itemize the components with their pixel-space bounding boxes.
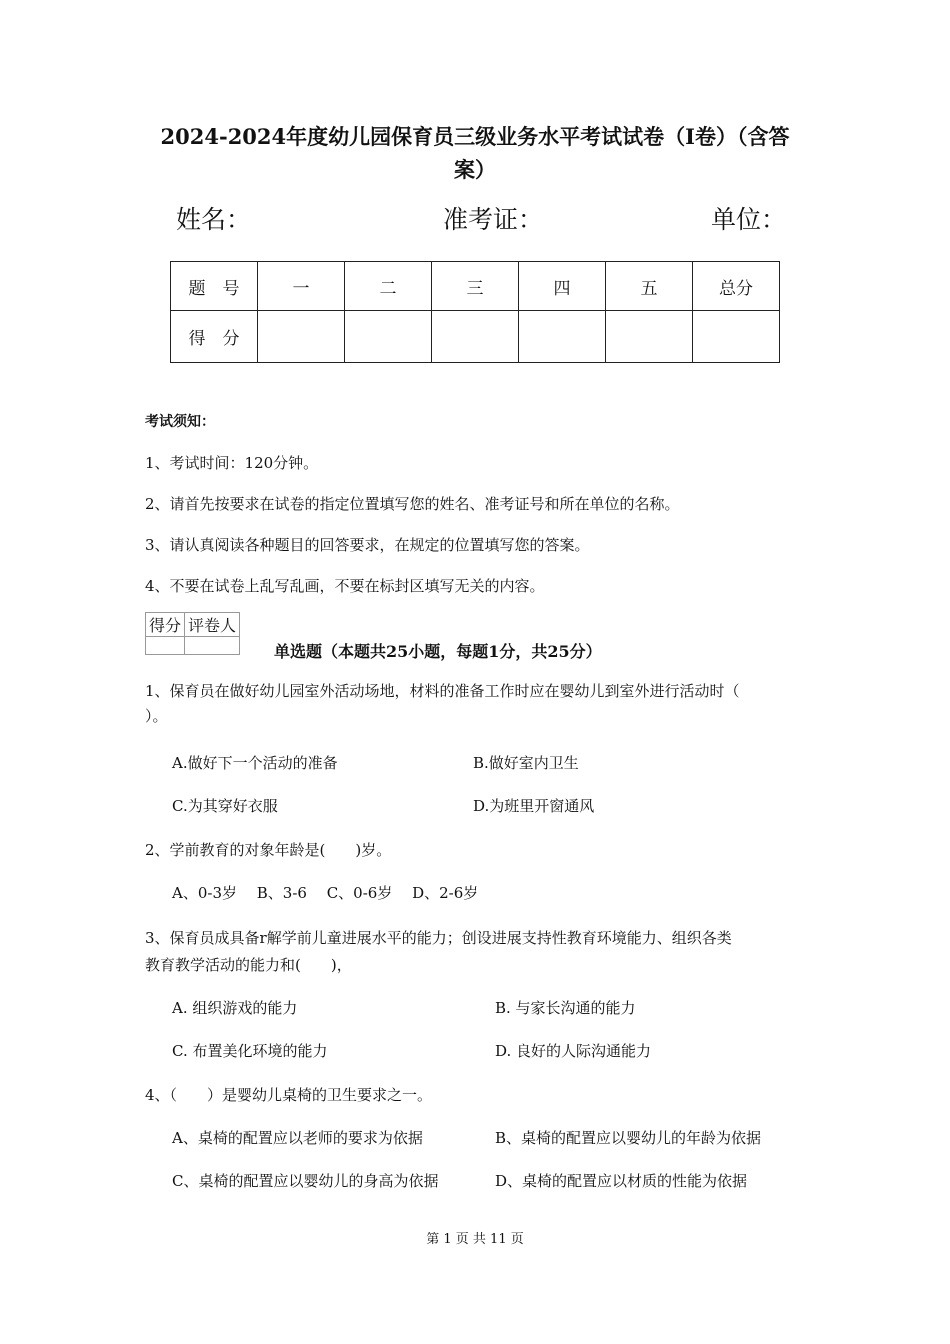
q4-option-c: C、桌椅的配置应以婴幼儿的身高为依据 (172, 1172, 439, 1190)
grader-score-cell (146, 637, 185, 655)
score-row-label: 得 分 (171, 311, 258, 363)
q1-option-b: B.做好室内卫生 (473, 754, 579, 772)
q1-option-d: D.为班里开窗通风 (473, 797, 595, 815)
grader-name-cell (185, 637, 240, 655)
score-cell (258, 311, 345, 363)
q3-option-c: C. 布置美化环境的能力 (172, 1042, 328, 1060)
exam-id-label: 准考证： (443, 205, 544, 234)
score-header-5: 五 (606, 262, 693, 311)
q4-option-d: D、桌椅的配置应以材质的性能为依据 (495, 1172, 748, 1190)
q3-option-b: B. 与家长沟通的能力 (495, 999, 636, 1017)
question-3-line-1: 3、保育员成具备r解学前儿童进展水平的能力；创设进展支持性教育环境能力、组织各类 (145, 929, 732, 947)
grader-score-label: 得分 (146, 613, 185, 637)
score-cell (432, 311, 519, 363)
q4-option-b: B、桌椅的配置应以婴幼儿的年龄为依据 (495, 1129, 762, 1147)
score-header-2: 二 (345, 262, 432, 311)
notice-item: 2、请首先按要求在试卷的指定位置填写您的姓名、准考证号和所在单位的名称。 (145, 495, 680, 513)
question-4: 4、（ ）是婴幼儿桌椅的卫生要求之一。 (145, 1086, 433, 1104)
grader-table (145, 612, 240, 655)
q3-option-a: A. 组织游戏的能力 (172, 999, 298, 1017)
score-cell (606, 311, 693, 363)
score-cell (693, 311, 780, 363)
q3-option-d: D. 良好的人际沟通能力 (495, 1042, 652, 1060)
score-header-3: 三 (432, 262, 519, 311)
score-header-total: 总分 (693, 262, 780, 311)
question-3-line-2: 教育教学活动的能力和( )， (145, 956, 352, 974)
q1-option-c: C.为其穿好衣服 (172, 797, 278, 815)
notice-item: 4、不要在试卷上乱写乱画，不要在标封区填写无关的内容。 (145, 577, 545, 595)
title-line-2: 案） (454, 157, 496, 182)
score-table-header-row (171, 262, 780, 311)
question-1-line-2: ）。 (145, 707, 168, 725)
page-title (130, 120, 820, 186)
q4-option-a: A、桌椅的配置应以老师的要求为依据 (172, 1129, 423, 1147)
grader-name-label: 评卷人 (185, 613, 240, 637)
score-table (170, 261, 780, 363)
q1-option-a: A.做好下一个活动的准备 (172, 754, 338, 772)
score-cell (345, 311, 432, 363)
score-table-score-row (171, 311, 780, 363)
notice-heading: 考试须知： (145, 414, 215, 430)
section-title: 单选题（本题共25小题，每题1分，共25分） (274, 642, 602, 661)
page-footer: 第 1 页 共 11 页 (426, 1232, 524, 1247)
unit-label: 单位： (711, 205, 787, 234)
score-header-4: 四 (519, 262, 606, 311)
score-header-1: 一 (258, 262, 345, 311)
score-cell (519, 311, 606, 363)
notice-item: 3、请认真阅读各种题目的回答要求，在规定的位置填写您的答案。 (145, 536, 590, 554)
q2-options: A、0-3岁 B、3-6 C、0-6岁 D、2-6岁 (172, 884, 479, 902)
name-label: 姓名： (176, 205, 252, 234)
question-1-line-1: 1、保育员在做好幼儿园室外活动场地，材料的准备工作时应在婴幼儿到室外进行活动时（ (145, 682, 740, 700)
question-1 (145, 679, 740, 729)
score-header-label: 题 号 (171, 262, 258, 311)
notice-item: 1、考试时间：120分钟。 (145, 454, 319, 472)
title-line-1: 2024-2024年度幼儿园保育员三级业务水平考试试卷（Ⅰ卷）（含答 (160, 124, 790, 149)
question-3 (145, 925, 732, 979)
question-2: 2、学前教育的对象年龄是( )岁。 (145, 841, 392, 859)
